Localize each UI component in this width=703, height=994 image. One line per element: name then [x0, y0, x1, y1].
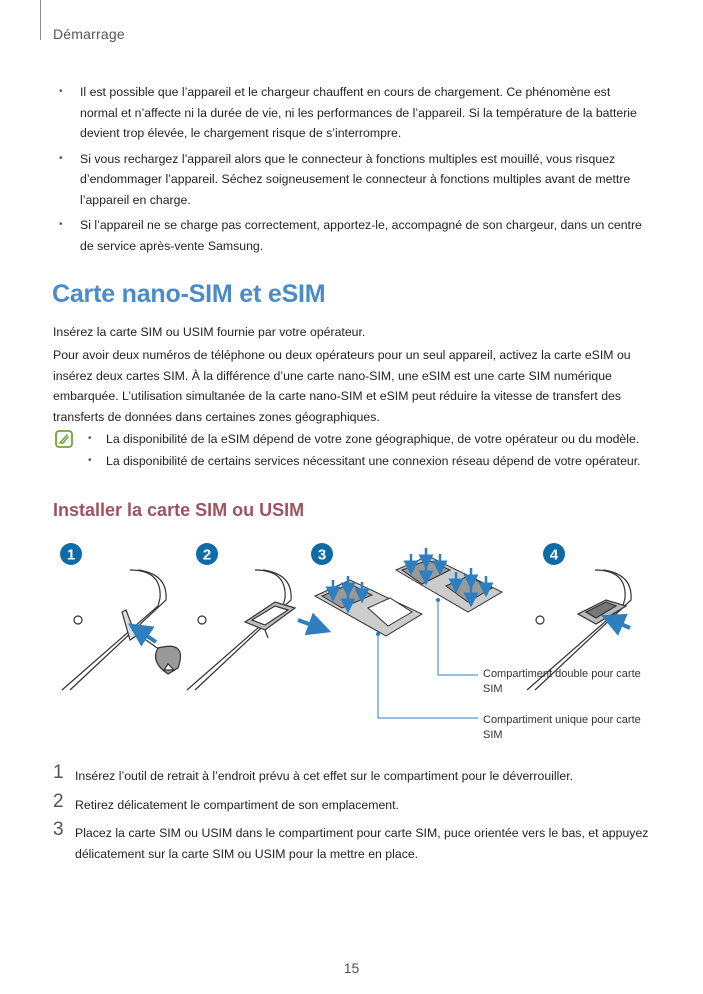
step-badge-4	[543, 543, 565, 565]
step-badge-1	[60, 543, 82, 565]
bullet-icon: •	[59, 152, 63, 164]
tray-single	[315, 576, 422, 636]
callout-double-tray: Compartiment double pour carte SIM	[483, 668, 641, 695]
list-item: • Il est possible que l’appareil et le chargeur chauffent en cours de chargement. Ce phénomène est normal et n’affecte ni la durée de vie, ni les performances de l’appareil. Si la température de la batterie devient trop élevée, le chargement risque de s’interrompre.	[58, 82, 648, 144]
note-item: • La disponibilité de certains services nécessitant une connexion réseau dépend de votre opérateur.	[88, 450, 668, 472]
svg-text:2: 2	[202, 546, 212, 564]
tray-double	[396, 548, 502, 612]
instruction-step-3: 3 Placez la carte SIM ou USIM dans le compartiment pour carte SIM, puce orientée vers le bas, et appuyez délicatement sur la carte SIM ou USIM pour la mettre en place.	[53, 819, 649, 861]
bullet-icon: •	[59, 86, 63, 97]
charging-notes-list	[58, 82, 648, 261]
list-item: • Si vous rechargez l’appareil alors que le connecteur à fonctions multiples est mouillé, vous risquez d’endommager l’appareil. Séchez soigneusement le connecteur à fonctions multiples avant de mettre l’appareil en charge.	[58, 149, 648, 211]
svg-text:3: 3	[317, 546, 327, 564]
header-rule	[40, 0, 41, 40]
page-number: 15	[343, 960, 360, 976]
phone-step-1	[62, 570, 181, 690]
list-item: • Si l’appareil ne se charge pas correctement, apportez-le, accompagné de son chargeur, dans un centre de service après-vente Samsung.	[58, 215, 648, 256]
note-pencil-icon	[55, 430, 73, 448]
step-badge-3	[311, 543, 333, 565]
section-title: Carte nano-SIM et eSIM	[52, 280, 326, 308]
running-header: Démarrage	[53, 26, 125, 42]
section-intro: Insérez la carte SIM ou USIM fournie par votre opérateur.	[53, 325, 366, 339]
phone-step-2	[187, 570, 320, 690]
svg-text:1: 1	[66, 546, 76, 564]
bullet-icon: •	[88, 455, 92, 466]
svg-text:4: 4	[549, 546, 559, 564]
subsection-title: Installer la carte SIM ou USIM	[53, 500, 305, 520]
callout-single-tray: Compartiment unique pour carte SIM	[483, 714, 641, 741]
bullet-icon: •	[59, 219, 63, 230]
instruction-step-2: 2 Retirez délicatement le compartiment de son emplacement.	[53, 791, 399, 812]
bullet-icon: •	[88, 433, 92, 444]
section-body: Pour avoir deux numéros de téléphone ou deux opérateurs pour un seul appareil, activez la carte eSIM ou insérez deux cartes SIM. À la différence d’une carte nano-SIM, une eSIM est une carte SIM numérique embarquée. L’utilisation simultanée de la carte nano-SIM et eSIM peut réduire la vitesse de transfert des transferts de données dans certaines zones géographiques.	[53, 348, 631, 424]
step-badge-2	[196, 543, 218, 565]
instruction-step-1: 1 Insérez l’outil de retrait à l’endroit prévu à cet effet sur le compartiment pour le déverrouiller.	[53, 762, 574, 783]
note-item: • La disponibilité de la eSIM dépend de votre zone géographique, de votre opérateur ou du modèle.	[88, 428, 668, 450]
